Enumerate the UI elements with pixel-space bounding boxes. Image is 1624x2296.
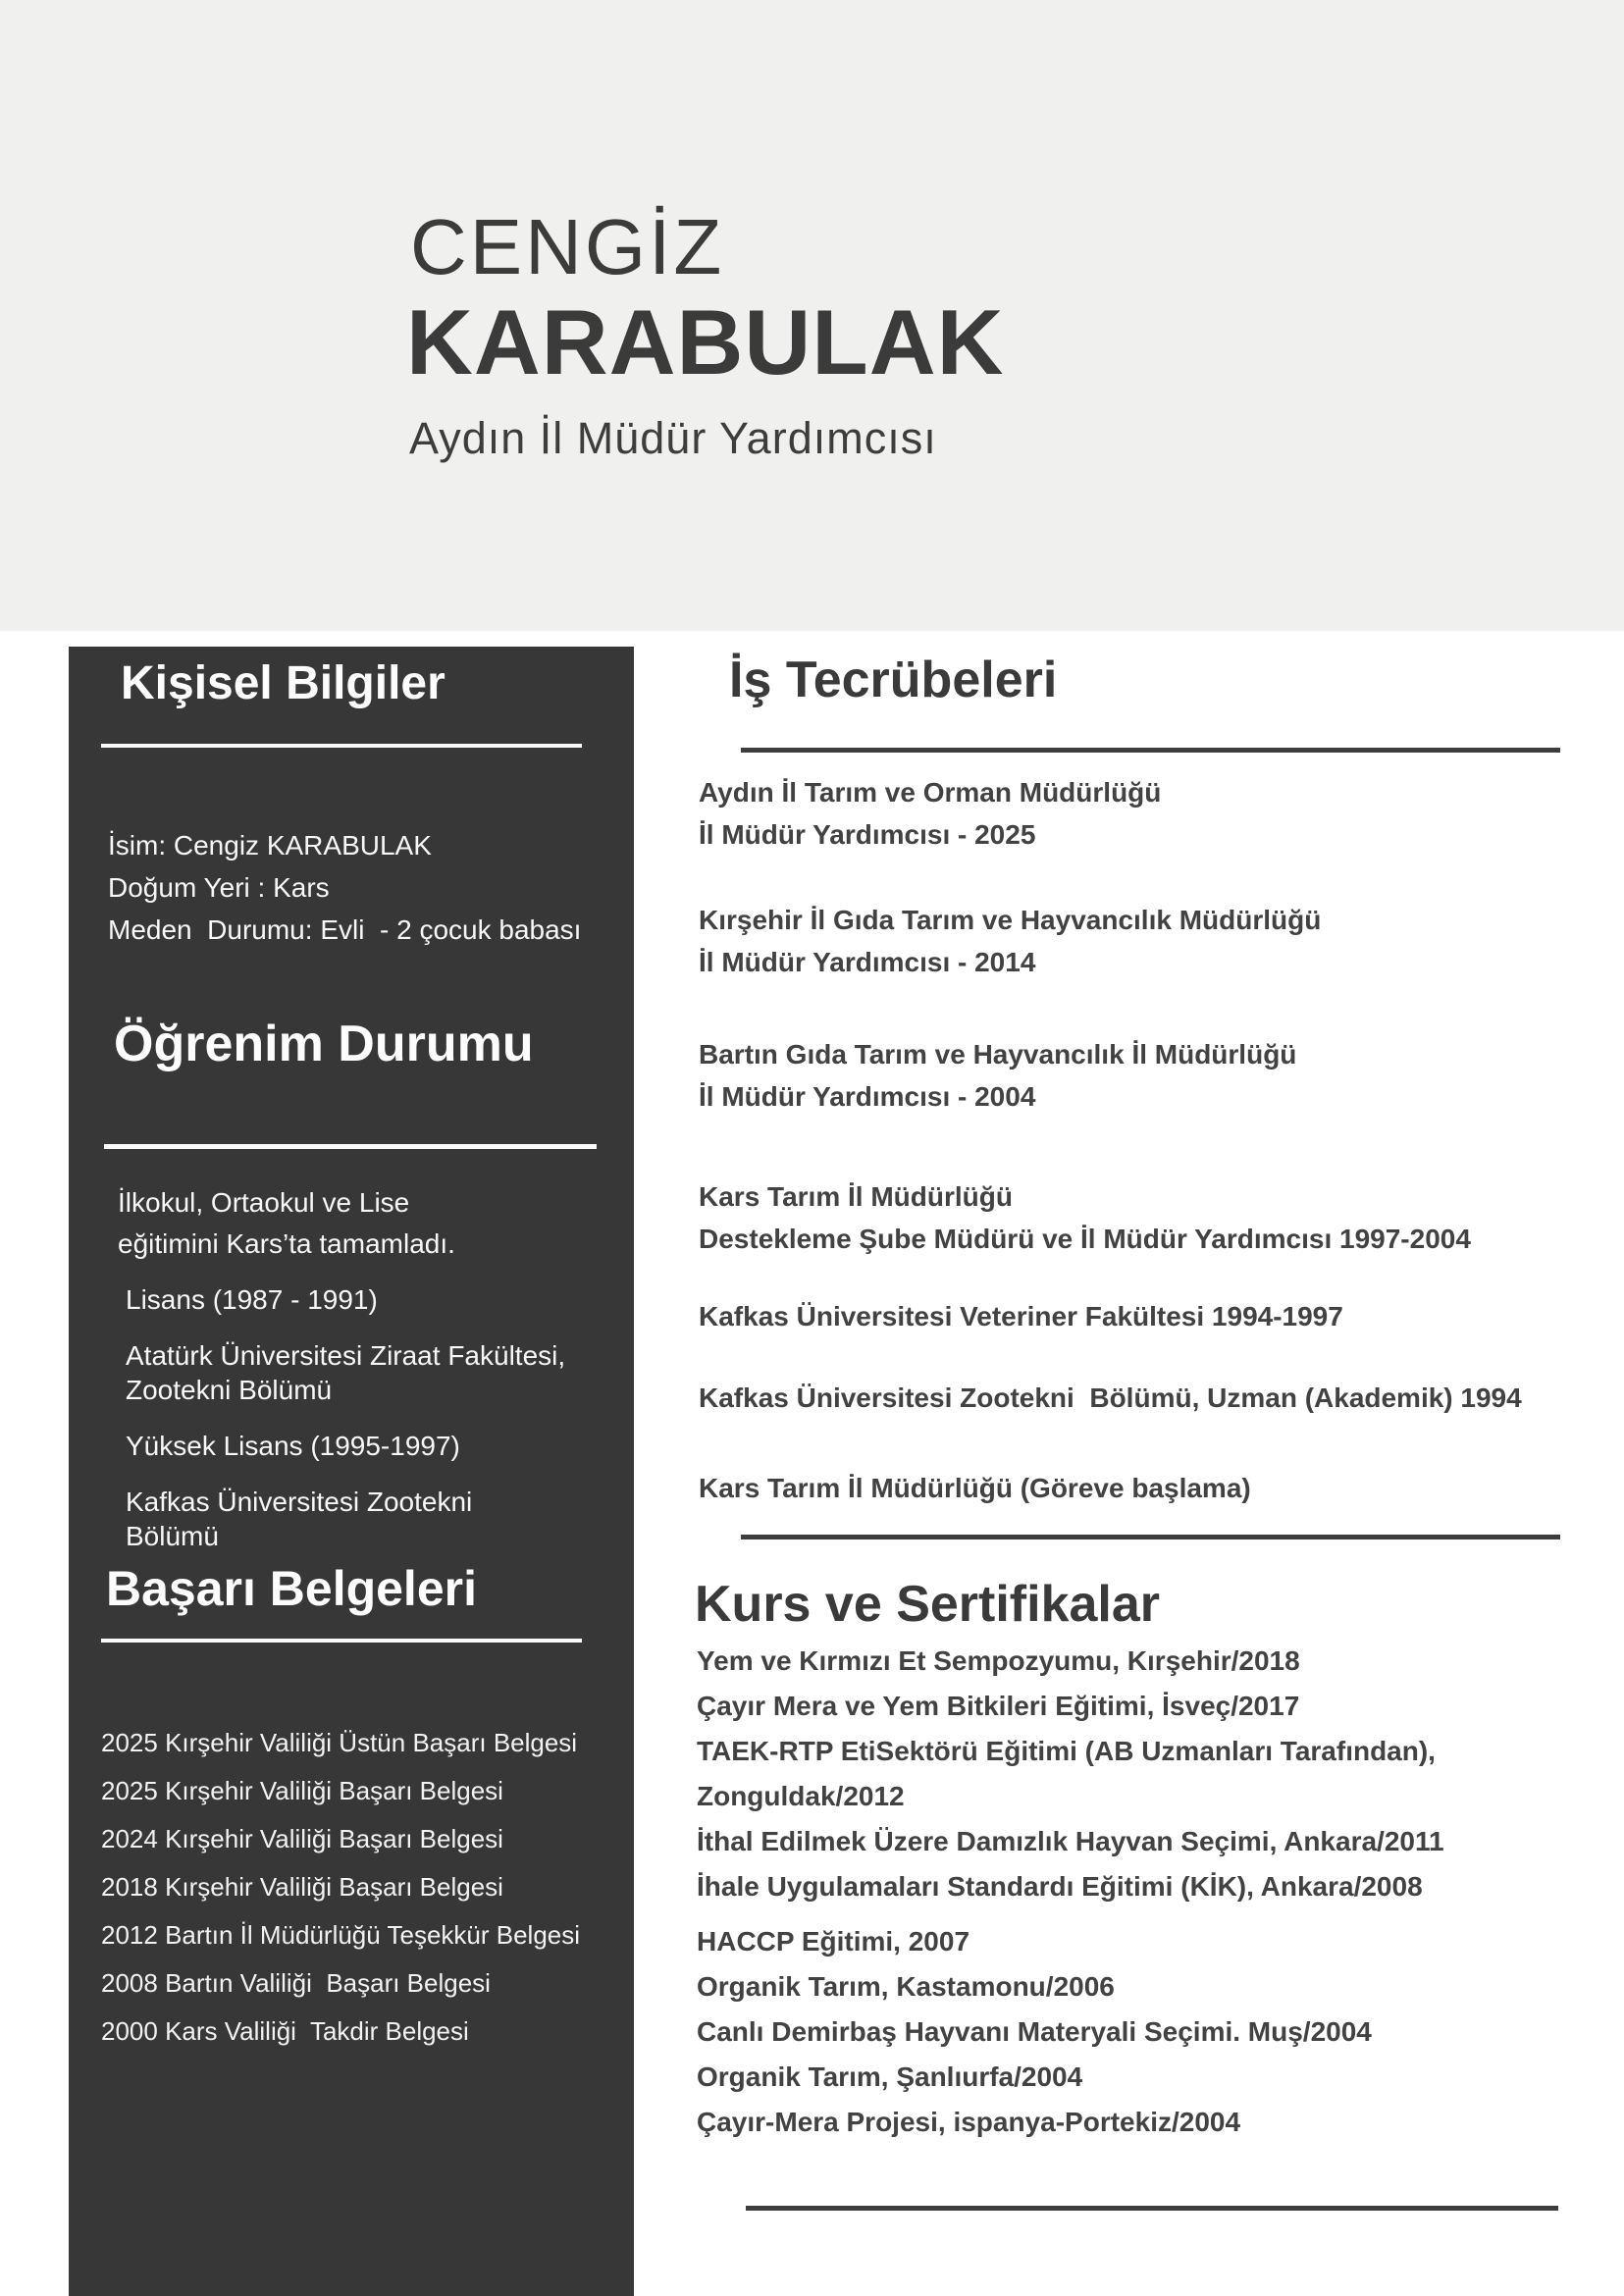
text-line: Meden Durumu: Evli - 2 çocuk babası: [108, 914, 582, 945]
achievement-item: [101, 1970, 580, 1996]
personal-info-line: [108, 824, 581, 866]
education-item: [126, 1429, 565, 1463]
education-heading: Öğrenim Durumu: [114, 1016, 534, 1072]
personal-info-heading: Kişisel Bilgiler: [121, 657, 445, 709]
text-line: TAEK-RTP EtiSektörü Eğitimi (AB Uzmanları Tarafından),: [697, 1736, 1436, 1766]
education-item: [126, 1485, 565, 1553]
course-item: [697, 2009, 1444, 2055]
experience-entry: [699, 1033, 1522, 1118]
text-line: Kafkas Üniversitesi Veteriner Fakültesi 1994-1997: [699, 1301, 1343, 1331]
divider: [101, 1639, 582, 1643]
job-title: Aydın İl Müdür Yardımcısı: [409, 413, 937, 463]
achievements-heading: Başarı Belgeleri: [106, 1561, 477, 1616]
text-line: Kırşehir İl Gıda Tarım ve Hayvancılık Müdürlüğü: [699, 905, 1322, 935]
achievement-item: [101, 1778, 580, 1803]
text-line: eğitimini Kars’ta tamamladı.: [118, 1228, 455, 1259]
text-line: 2025 Kırşehir Valiliği Başarı Belgesi: [101, 1776, 503, 1805]
text-line: İl Müdür Yardımcısı - 2025: [699, 819, 1036, 850]
experience-entry: [699, 1175, 1522, 1260]
text-line: İl Müdür Yardımcısı - 2014: [699, 947, 1036, 977]
text-line: 2018 Kırşehir Valiliği Başarı Belgesi: [101, 1872, 503, 1902]
achievement-item: [101, 1730, 580, 1755]
course-item: [697, 1639, 1444, 1684]
text-line: 2000 Kars Valiliği Takdir Belgesi: [101, 2016, 469, 2046]
text-line: İl Müdür Yardımcısı - 2004: [699, 1081, 1036, 1112]
experience-entry: [699, 1467, 1522, 1509]
course-item: [697, 1684, 1444, 1729]
text-line: Organik Tarım, Kastamonu/2006: [697, 1971, 1115, 2002]
experience-entry: [699, 899, 1522, 983]
experience-entry: [699, 1377, 1522, 1419]
text-line: Atatürk Üniversitesi Ziraat Fakültesi,: [126, 1340, 566, 1371]
text-line: Zonguldak/2012: [697, 1781, 905, 1811]
personal-info-list: [108, 824, 581, 951]
divider: [104, 1144, 597, 1149]
achievements-list: [101, 1730, 580, 2066]
text-line: 2025 Kırşehir Valiliği Üstün Başarı Belgesi: [101, 1728, 578, 1757]
achievement-item: [101, 2018, 580, 2044]
text-line: Doğum Yeri : Kars: [108, 872, 330, 903]
text-line: Kars Tarım İl Müdürlüğü (Göreve başlama): [699, 1473, 1251, 1503]
experience-list: [699, 771, 1522, 1509]
courses-heading: Kurs ve Sertifikalar: [695, 1576, 1161, 1633]
course-item: [697, 1919, 1444, 1964]
text-line: Destekleme Şube Müdürü ve İl Müdür Yardımcısı 1997-2004: [699, 1224, 1471, 1254]
personal-info-line: [108, 866, 581, 909]
course-item: [697, 1864, 1444, 1909]
divider: [746, 2206, 1558, 2211]
text-line: İthal Edilmek Üzere Damızlık Hayvan Seçimi, Ankara/2011: [697, 1826, 1444, 1856]
text-line: 2008 Bartın Valiliği Başarı Belgesi: [101, 1968, 491, 1998]
text-line: 2024 Kırşehir Valiliği Başarı Belgesi: [101, 1824, 503, 1853]
personal-info-line: [108, 909, 581, 951]
text-line: Kafkas Üniversitesi Zootekni: [126, 1487, 473, 1517]
education-intro-line: [118, 1182, 455, 1224]
divider: [741, 748, 1560, 753]
header: [0, 0, 1624, 631]
experience-entry: [699, 771, 1522, 856]
divider: [101, 744, 582, 748]
text-line: Çayır Mera ve Yem Bitkileri Eğitimi, İsveç/2017: [697, 1691, 1300, 1721]
last-name: KARABULAK: [406, 290, 1005, 393]
text-line: Kars Tarım İl Müdürlüğü: [699, 1181, 1013, 1212]
education-list: [126, 1282, 565, 1575]
text-line: HACCP Eğitimi, 2007: [697, 1926, 970, 1957]
text-line: Yem ve Kırmızı Et Sempozyumu, Kırşehir/2018: [697, 1645, 1300, 1676]
text-line: Bölümü: [126, 1521, 219, 1551]
text-line: 2012 Bartın İl Müdürlüğü Teşekkür Belgesi: [101, 1920, 581, 1950]
text-line: Aydın İl Tarım ve Orman Müdürlüğü: [699, 777, 1162, 808]
achievement-item: [101, 1826, 580, 1852]
text-line: Bartın Gıda Tarım ve Hayvancılık İl Müdürlüğü: [699, 1039, 1297, 1070]
text-line: Lisans (1987 - 1991): [126, 1284, 378, 1315]
sidebar-panel: [69, 647, 634, 2296]
experience-heading: İş Tecrübeleri: [729, 652, 1058, 708]
text-line: Çayır-Mera Projesi, ispanya-Portekiz/2004: [697, 2107, 1241, 2137]
course-item: [697, 2055, 1444, 2100]
text-line: Kafkas Üniversitesi Zootekni Bölümü, Uzman (Akademik) 1994: [699, 1383, 1522, 1413]
education-intro-line: [118, 1224, 455, 1265]
education-item: [126, 1282, 565, 1317]
text-line: İhale Uygulamaları Standardı Eğitimi (KİK), Ankara/2008: [697, 1871, 1423, 1902]
education-item: [126, 1338, 565, 1407]
text-line: Organik Tarım, Şanlıurfa/2004: [697, 2061, 1083, 2092]
course-item: [697, 1964, 1444, 2009]
divider: [741, 1535, 1560, 1539]
achievement-item: [101, 1922, 580, 1948]
course-item: [697, 1729, 1444, 1819]
text-line: İlkokul, Ortaokul ve Lise: [118, 1187, 410, 1218]
first-name: CENGİZ: [410, 203, 725, 290]
course-item: [697, 2100, 1444, 2145]
text-line: İsim: Cengiz KARABULAK: [108, 830, 432, 861]
achievement-item: [101, 1874, 580, 1900]
text-line: Zootekni Bölümü: [126, 1375, 333, 1405]
text-line: Yüksek Lisans (1995-1997): [126, 1431, 460, 1461]
text-line: Canlı Demirbaş Hayvanı Materyali Seçimi. Muş/2004: [697, 2016, 1372, 2047]
courses-list: [697, 1639, 1444, 2145]
experience-entry: [699, 1295, 1522, 1337]
education-intro: [118, 1182, 455, 1265]
course-item: [697, 1819, 1444, 1864]
